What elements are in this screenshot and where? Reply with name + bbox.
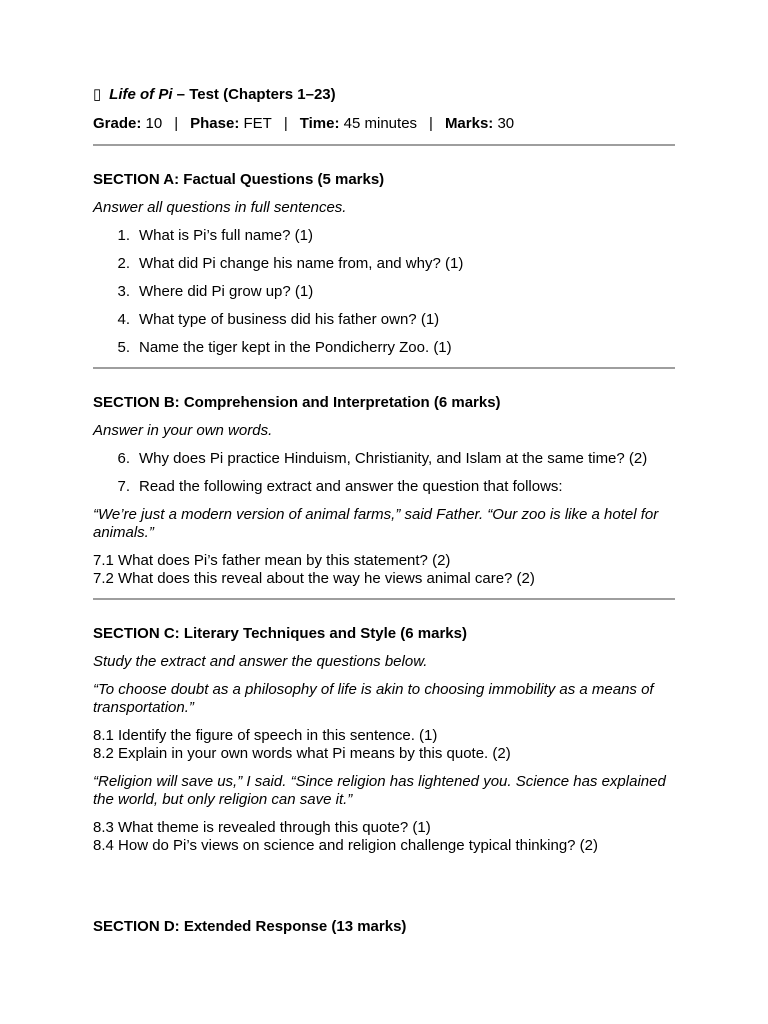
question-item [93, 227, 675, 245]
question-number: 6. [117, 450, 130, 467]
grade-label: Grade: [93, 115, 142, 132]
section-a-heading: SECTION A: Factual Questions (5 marks) [93, 171, 385, 188]
time-value: 45 minutes [343, 115, 418, 132]
phase-value: FET [243, 115, 272, 132]
question-item [93, 450, 675, 468]
subquestion: 8.4 How do Pi’s views on science and religion challenge typical thinking? (2) [93, 837, 599, 854]
book-title: Life of Pi [109, 86, 173, 103]
subquestion: 8.3 What theme is revealed through this quote? (1) [93, 819, 431, 836]
meta-separator: | [283, 115, 288, 132]
subquestion: 7.1 What does Pi’s father mean by this statement? (2) [93, 552, 451, 569]
document-title [93, 86, 675, 104]
meta-separator: | [429, 115, 433, 132]
extract-quote: “Religion will save us,” I said. “Since religion has lightened you. Science has explained the world, but only religion can save it.” [93, 773, 666, 808]
question-number: 4. [117, 311, 130, 328]
test-title: – Test (Chapters 1–23) [172, 86, 336, 103]
subquestion: 7.2 What does this reveal about the way he views animal care? (2) [93, 570, 535, 587]
section-b-questions [93, 450, 675, 496]
question-text: Read the following extract and answer the question that follows: [139, 478, 563, 495]
divider [93, 367, 675, 369]
question-number: 7. [117, 478, 130, 495]
grade-value: 10 [145, 115, 163, 132]
extract-quote: “We’re just a modern version of animal farms,” said Father. “Our zoo is like a hotel for animals.” [93, 506, 659, 541]
question-item [93, 255, 675, 273]
section-a-instruction: Answer all questions in full sentences. [93, 199, 347, 216]
question-number: 3. [117, 283, 130, 300]
phase-label: Phase: [190, 115, 240, 132]
section-b-instruction: Answer in your own words. [93, 422, 273, 439]
question-text: What did Pi change his name from, and why? (1) [139, 255, 464, 272]
subquestion: 8.2 Explain in your own words what Pi means by this quote. (2) [93, 745, 511, 762]
question-item [93, 478, 675, 496]
marks-label: Marks: [444, 115, 494, 132]
question-text: What type of business did his father own? (1) [139, 311, 440, 328]
question-item [93, 283, 675, 301]
question-number: 1. [117, 227, 130, 244]
test-document [93, 86, 675, 946]
subquestions [93, 552, 675, 588]
meta-separator: | [174, 115, 179, 132]
question-item [93, 311, 675, 329]
marks-value: 30 [497, 115, 515, 132]
section-b-heading: SECTION B: Comprehension and Interpretation (6 marks) [93, 394, 501, 411]
question-number: 2. [117, 255, 130, 272]
divider [93, 598, 675, 600]
test-meta [93, 115, 675, 133]
document-icon: ▯ [93, 86, 102, 103]
question-number: 5. [117, 339, 130, 356]
question-text: What is Pi’s full name? (1) [139, 227, 313, 244]
divider [93, 144, 675, 146]
question-text: Where did Pi grow up? (1) [139, 283, 314, 300]
section-c-heading: SECTION C: Literary Techniques and Style (6 marks) [93, 625, 467, 642]
question-item [93, 339, 675, 357]
subquestion: 8.1 Identify the figure of speech in this sentence. (1) [93, 727, 438, 744]
question-text: Why does Pi practice Hinduism, Christianity, and Islam at the same time? (2) [139, 450, 648, 467]
section-c-instruction: Study the extract and answer the questions below. [93, 653, 428, 670]
time-label: Time: [299, 115, 340, 132]
section-a-questions [93, 227, 675, 357]
extract-quote: “To choose doubt as a philosophy of life is akin to choosing immobility as a means of transportation.” [93, 681, 654, 716]
subquestions [93, 819, 675, 855]
subquestions [93, 727, 675, 763]
section-d-heading: SECTION D: Extended Response (13 marks) [93, 918, 407, 935]
question-text: Name the tiger kept in the Pondicherry Zoo. (1) [139, 339, 452, 356]
